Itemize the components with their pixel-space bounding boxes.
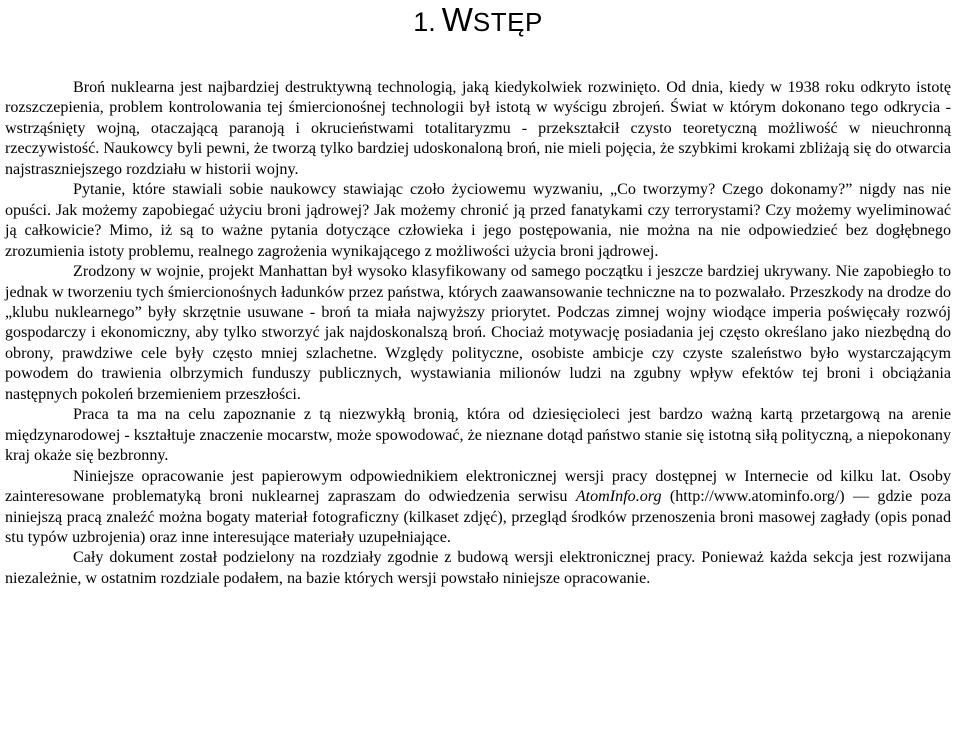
paragraph-structure: Cały dokument został podzielony na rozdziały zgodnie z budową wersji elektronicznej pracy. Ponieważ każda sekcja jest rozwijana niezależnie, w ostatnim rozdziale podałem, na bazie których wersji powstało niniejsze opracowanie.	[5, 549, 951, 587]
chapter-heading	[5, 0, 951, 58]
paragraph-questions: Pytanie, które stawiali sobie naukowcy stawiając czoło życiowemu wyzwaniu, „Co tworzymy? Czego dokonamy?” nigdy nas nie opuści. Jak możemy zapobiegać użyciu broni jądrowej? Jak możemy chronić ją przed fanatykami czy terrorystami? Czy możemy wyeliminować ją całkowicie? Mimo, iż są to ważne pytania dotyczące człowieka i jego postępowania, nie można na nie odpowiedzieć bez dogłębnego zrozumienia istoty problemu, realnego zagrożenia wynikającego z możliwości użycia broni jądrowej.	[5, 181, 951, 260]
paragraph-purpose: Praca ta ma na celu zapoznanie z tą niezwykłą bronią, która od dziesięcioleci jest bardzo ważną kartą przetargową na arenie międzynarodowej - kształtuje znaczenie mocarstw, może spowodować, że nieznane dotąd państwo stanie się istotną siłą polityczną, a niepokonany kraj okaże się bezbronny.	[5, 406, 951, 465]
paragraph-atominfo-before: Niniejsze opracowanie jest papierowym odpowiednikiem elektronicznej wersji pracy dostępnej w Internecie od kilku lat. Osoby zainteresowane problematyką broni nuklearnej zapraszam do odwiedzenia serwisu	[5, 467, 951, 506]
chapter-number: 1.	[413, 7, 436, 37]
atominfo-link[interactable]: AtomInfo.org	[575, 488, 662, 506]
paragraph-manhattan: Zrodzony w wojnie, projekt Manhattan był wysoko klasyfikowany od samego początku i jeszcze bardziej ukrywany. Nie zapobiegło to jednak w tworzeniu tych śmiercionośnych ładunków przez państwa, których zaawansowanie techniczne na to pozwalało. Przeszkody na drodze do „klubu nuklearnego” były skrzętnie usuwane - broń ta miała najwyższy priorytet. Podczas zimnej wojny wiodące imperia poświęcały rozwój gospodarczy i ekonomiczny, aby tylko stworzyć jak najdoskonalszą broń. Chociaż motywację posiadania jej często określano jako niezbędną do obrony, prawdziwe cele były często mniej szlachetne. Względy polityczne, osobiste ambicje czy czyste szaleństwo było wystarczającym powodem do trawienia olbrzymich funduszy publicznych, wystawiania milionów ludzi na zgubny wpływ efektów tej broni i obciążania następnych pokoleń brzemieniem przeszłości.	[5, 263, 951, 403]
chapter-title-rest: STĘP	[472, 7, 543, 37]
document-page	[5, 0, 951, 587]
paragraph-atominfo-after: (http://www.atominfo.org/) — gdzie poza niniejszą pracą znaleźć można bogaty materiał fotograficzny (kilkaset zdjęć), przegląd środków przenoszenia broni masowej zagłady (opis ponad stu typów uzbrojenia) oraz inne interesujące materiały uzupełniające.	[5, 488, 951, 546]
paragraph-atominfo	[5, 467, 951, 549]
paragraph-intro: Broń nuklearna jest najbardziej destruktywną technologią, jaką kiedykolwiek rozwinięto. Od dnia, kiedy w 1938 roku odkryto istotę rozszczepienia, problem kontrolowania tej śmiercionośnej technologii był istotą w wyścigu zbrojeń. Świat w którym dokonano tego odkrycia - wstrząśnięty wojną, otaczającą paranoją i okrucieństwami totalitaryzmu - przekształcił czysto teoretyczną możliwość w nieuchronną rzeczywistość. Naukowcy byli pewni, że tworzą tylko bardziej udoskonaloną broń, nie mieli pojęcia, że szybkimi krokami zbliżają się do otwarcia najstraszniejszego rozdziału w historii wojny.	[5, 79, 951, 178]
chapter-body	[5, 78, 951, 589]
chapter-title-first-letter: W	[441, 1, 473, 38]
